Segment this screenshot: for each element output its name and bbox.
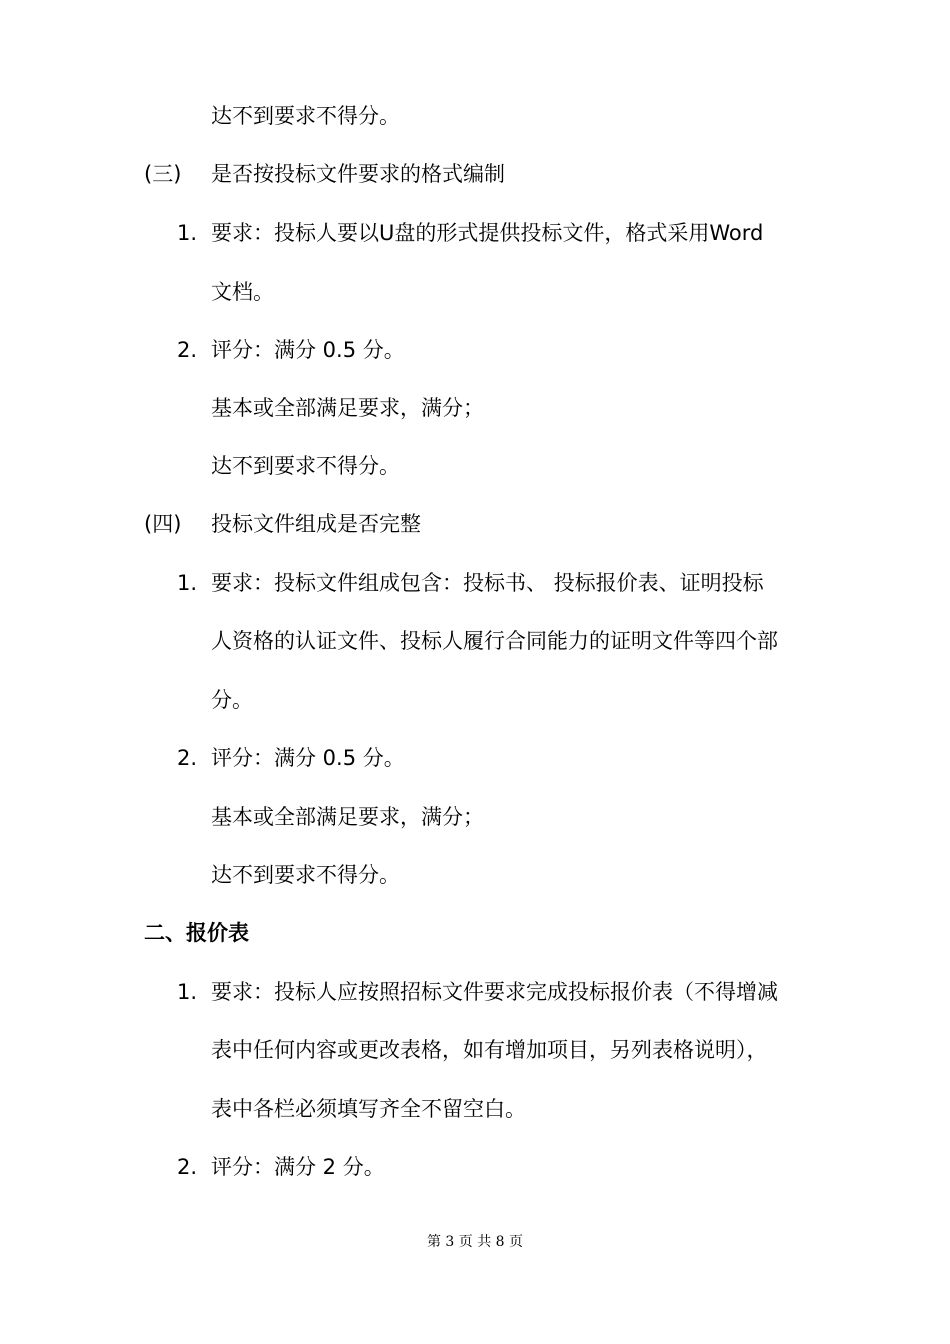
text-line: 评分：满分 0.5 分。 [211,338,405,362]
text-line: 人资格的认证文件、投标人履行合同能力的证明文件等四个部 [211,629,778,653]
section-heading: 是否按投标文件要求的格式编制 [211,162,505,186]
list-number: 2. [177,746,198,770]
text-line: 分。 [211,688,253,712]
text-line: 基本或全部满足要求，满分； [211,396,484,420]
text-line: 基本或全部满足要求，满分； [211,805,484,829]
section-number: (四) [144,512,182,536]
text-line: 要求：投标文件组成包含：投标书、 投标报价表、证明投标 [211,571,764,595]
text-line: 达不到要求不得分。 [211,863,400,887]
text-line: 表中任何内容或更改表格，如有增加项目，另列表格说明）， [211,1038,768,1062]
list-number: 1. [177,221,198,245]
text-line: 要求：投标人应按照招标文件要求完成投标报价表（不得增减 [211,980,778,1004]
list-number: 1. [177,980,198,1004]
chapter-heading: 二、报价表 [144,921,249,945]
page-footer: 第 3 页 共 8 页 [426,1234,524,1250]
text-line: 达不到要求不得分。 [211,104,400,128]
text-line: 文档。 [211,280,274,304]
text-line: 评分：满分 0.5 分。 [211,746,405,770]
list-number: 2. [177,338,198,362]
text-line: 表中各栏必须填写齐全不留空白。 [211,1097,526,1121]
list-number: 2. [177,1155,198,1179]
text-line: 达不到要求不得分。 [211,454,400,478]
list-number: 1. [177,571,198,595]
text-line: 要求：投标人要以U盘的形式提供投标文件，格式采用Word [211,221,764,245]
text-line: 评分：满分 2 分。 [211,1155,385,1179]
section-number: (三) [144,162,182,186]
section-heading: 投标文件组成是否完整 [211,512,421,536]
